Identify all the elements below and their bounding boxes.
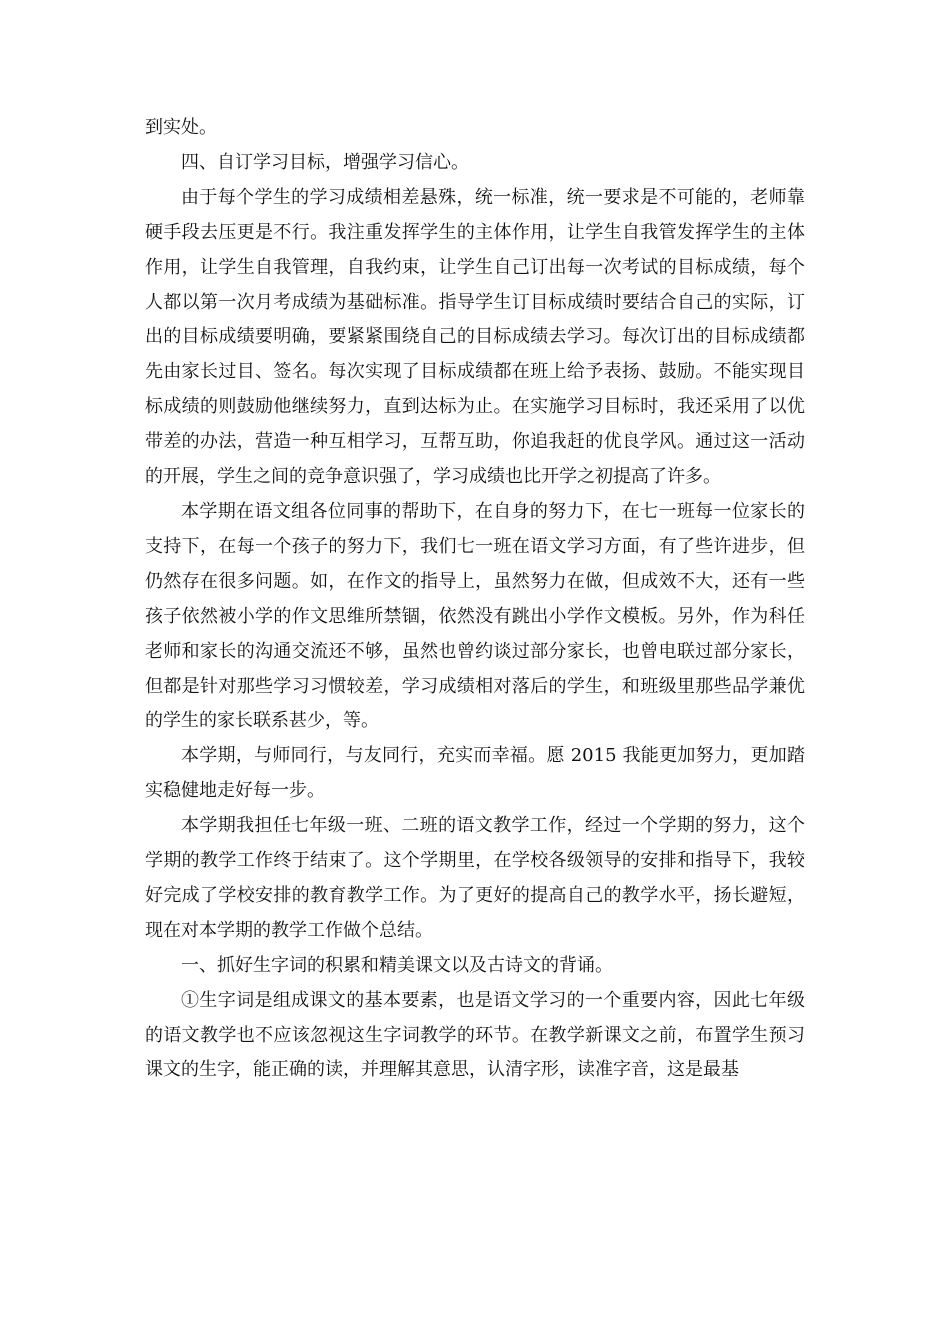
section-heading-vocabulary: 一、抓好生字词的积累和精美课文以及古诗文的背诵。 bbox=[181, 954, 613, 976]
paragraph-progress-problems: 本学期在语文组各位同事的帮助下，在自身的努力下，在七一班每一位家长的支持下，在每一个孩子的努力下，我们七一班在语文学习方面，有了些许进步，但仍然存在很多问题。如，在作文的指导上，虽然努力在做，但成效不大，还有一些孩子依然被小学的作文思维所禁锢，依然没有跳出小学作文模板。另外，作为科任老师和家长的沟通交流还不够，虽然也曾约谈过部分家长，也曾电联过部分家长，但都是针对那些学习习惯较差，学习成绩相对落后的学生，和班级里那些品学兼优的学生的家长联系甚少，等。 bbox=[145, 500, 805, 732]
document-body bbox=[145, 111, 805, 1088]
paragraph-reflection: 本学期，与师同行，与友同行，充实而幸福。愿 2015 我能更加努力，更加踏实稳健地走好每一步。 bbox=[145, 745, 805, 802]
paragraph-vocabulary-detail: ①生字词是组成课文的基本要素，也是语文学习的一个重要内容，因此七年级的语文教学也不应该忽视这生字词教学的环节。在教学新课文之前，布置学生预习课文的生字，能正确的读，并理解其意思，认清字形，读准字音，这是最基 bbox=[145, 989, 805, 1081]
section-heading-goals: 四、自订学习目标，增强学习信心。 bbox=[181, 151, 469, 173]
paragraph-continuation: 到实处。 bbox=[145, 117, 217, 138]
paragraph-goals-detail: 由于每个学生的学习成绩相差悬殊，统一标准，统一要求是不可能的，老师靠硬手段去压更是不行。我注重发挥学生的主体作用，让学生自我管发挥学生的主体作用，让学生自我管理，自我约束，让学生自己订出每一次考试的目标成绩，每个人都以第一次月考成绩为基础标准。指导学生订目标成绩时要结合自己的实际，订出的目标成绩要明确，要紧紧围绕自己的目标成绩去学习。每次订出的目标成绩都先由家长过目、签名。每次实现了目标成绩都在班上给予表扬、鼓励。不能实现目标成绩的则鼓励他继续努力，直到达标为止。在实施学习目标时，我还采用了以优带差的办法，营造一种互相学习，互帮互助，你追我赶的优良学风。通过这一活动的开展，学生之间的竞争意识强了，学习成绩也比开学之初提高了许多。 bbox=[145, 186, 805, 488]
paragraph-summary-intro: 本学期我担任七年级一班、二班的语文教学工作，经过一个学期的努力，这个学期的教学工作终于结束了。这个学期里，在学校各级领导的安排和指导下，我较好完成了学校安排的教育教学工作。为了更好的提高自己的教学水平，扬长避短，现在对本学期的教学工作做个总结。 bbox=[145, 815, 805, 941]
